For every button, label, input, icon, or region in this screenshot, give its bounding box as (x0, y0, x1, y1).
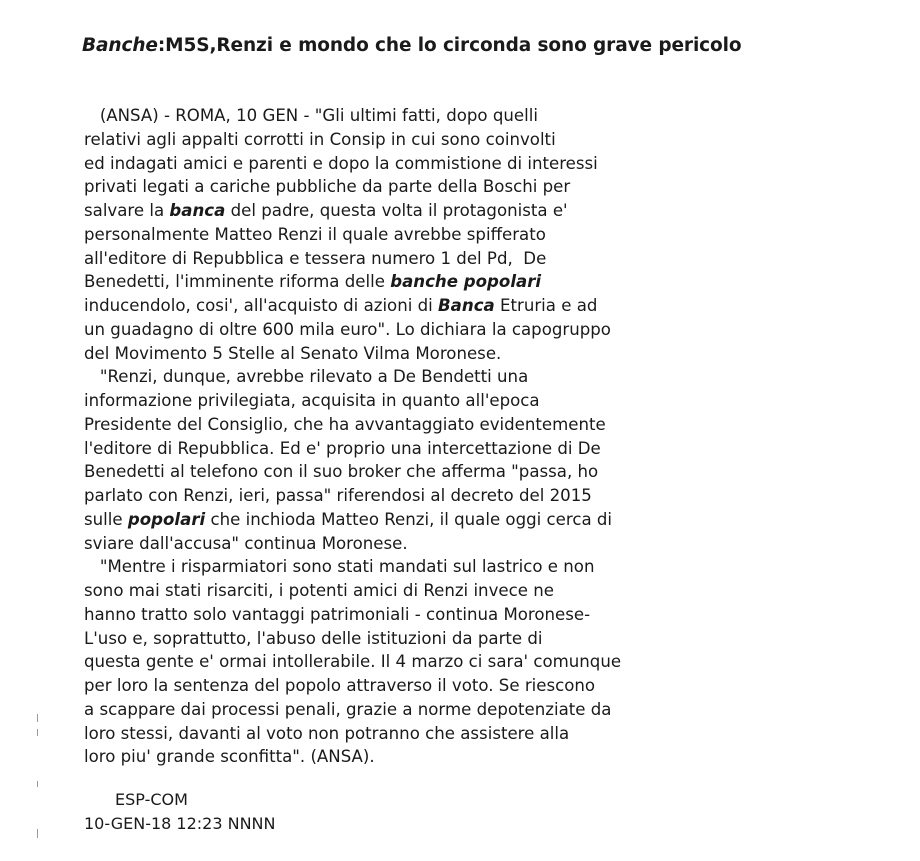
article-line (84, 270, 684, 294)
highlighted-keyword: banche popolari (390, 272, 542, 292)
article-line (84, 199, 684, 223)
article-line (84, 460, 684, 484)
article-line (84, 247, 684, 271)
article-text: inducendolo, cosi', all'acquisto di azioni di (84, 296, 439, 315)
article-line (84, 389, 684, 413)
article-text: personalmente Matteo Renzi il quale avrebbe spifferato (84, 224, 546, 244)
article-line (84, 413, 684, 437)
article-text: privati legati a cariche pubbliche da parte della Boschi per (84, 177, 571, 197)
article-line (84, 555, 684, 579)
article-text: L'uso e, soprattutto, l'abuso delle istituzioni da parte di (84, 628, 543, 648)
article-text: "Mentre i risparmiatori sono stati mandati sul lastrico e non (84, 557, 595, 577)
highlighted-keyword: Banca (438, 296, 495, 315)
article-line (84, 603, 684, 627)
article-line (84, 674, 684, 698)
dispatch-footer (84, 788, 275, 836)
article-text: Benedetti, l'imminente riforma delle (84, 272, 391, 292)
article-text: loro piu' grande sconfitta". (ANSA). (84, 747, 375, 767)
article-text: "Renzi, dunque, avrebbe rilevato a De Bendetti una (84, 367, 529, 387)
article-line (84, 175, 684, 199)
scan-margin-mark (37, 781, 38, 787)
article-text: hanno tratto solo vantaggi patrimoniali - continua Moronese- (84, 604, 591, 624)
article-line (84, 579, 684, 603)
article-line (84, 722, 684, 746)
article-text: questa gente e' ormai intollerabile. Il 4 marzo ci sara' comunque (84, 652, 622, 672)
article-line (84, 342, 684, 366)
article-text: all'editore di Repubblica e tessera numero 1 del Pd, De (84, 248, 547, 268)
article-line (84, 223, 684, 247)
article-text: del Movimento 5 Stelle al Senato Vilma Moronese. (84, 343, 502, 363)
article-line (84, 128, 684, 152)
article-text: a scappare dai processi penali, grazie a norme depotenziate da (84, 699, 612, 719)
article-text: per loro la sentenza del popolo attraverso il voto. Se riescono (84, 676, 596, 695)
article-text: Etruria e ad (494, 296, 598, 315)
article-line (84, 365, 684, 389)
article-line (84, 627, 684, 651)
article-text: salvare la (84, 201, 170, 220)
headline-keyword: Banche (82, 35, 158, 56)
article-body (84, 104, 684, 769)
article-line (84, 318, 684, 342)
article-line (84, 484, 684, 508)
scan-margin-mark (37, 829, 38, 838)
article-text: (ANSA) - ROMA, 10 GEN - "Gli ultimi fatti, dopo quelli (84, 106, 538, 125)
article-line (84, 698, 684, 722)
article-text: loro stessi, davanti al voto non potranno che assistere alla (84, 723, 570, 743)
article-text: informazione privilegiata, acquisita in quanto all'epoca (84, 391, 540, 410)
article-line (84, 152, 684, 176)
headline-text: :M5S,Renzi e mondo che lo circonda sono grave pericolo (157, 35, 742, 56)
scan-margin-mark (37, 714, 38, 722)
dispatch-timestamp: 10-GEN-18 12:23 NNNN (84, 814, 276, 833)
article-line (84, 508, 684, 532)
article-line (84, 650, 684, 674)
article-text: sulle (84, 509, 128, 529)
article-text: Presidente del Consiglio, che ha avvantaggiato evidentemente (84, 414, 606, 434)
article-text: del padre, questa volta il protagonista e' (225, 201, 568, 220)
dispatch-code: ESP-COM (115, 790, 188, 809)
article-text: ed indagati amici e parenti e dopo la commistione di interessi (84, 153, 598, 173)
article-line (84, 437, 684, 461)
article-text: un guadagno di oltre 600 mila euro". Lo dichiara la capogruppo (84, 319, 611, 339)
article-line (84, 294, 684, 318)
article-text: sviare dall'accusa" continua Moronese. (84, 533, 408, 553)
article-line (84, 104, 684, 128)
article-text: relativi agli appalti corrotti in Consip in cui sono coinvolti (84, 129, 556, 149)
article-text: parlato con Renzi, ieri, passa" riferendosi al decreto del 2015 (84, 486, 592, 505)
highlighted-keyword: popolari (127, 509, 206, 529)
headline (82, 35, 742, 56)
article-text: sono mai stati risarciti, i potenti amici di Renzi invece ne (84, 581, 554, 600)
article-line (84, 745, 684, 769)
article-text: che inchioda Matteo Renzi, il quale oggi cerca di (205, 509, 613, 529)
highlighted-keyword: banca (169, 201, 226, 220)
article-text: l'editore di Repubblica. Ed e' proprio una intercettazione di De (84, 438, 601, 458)
scan-margin-mark (37, 729, 38, 736)
article-line (84, 532, 684, 556)
article-text: Benedetti al telefono con il suo broker che afferma "passa, ho (84, 462, 599, 482)
